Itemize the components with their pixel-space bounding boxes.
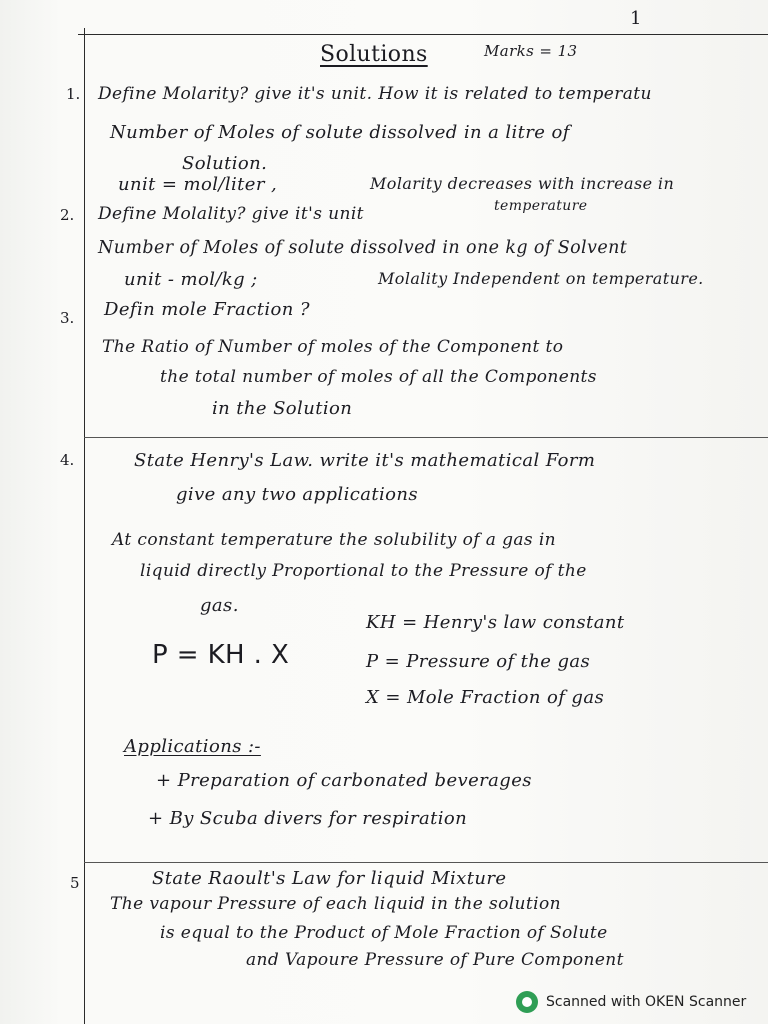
answer-line: in the Solution — [212, 398, 353, 419]
page-number: 1 — [630, 8, 642, 29]
answer-line: Number of Moles of solute dissolved in one kg of Solvent — [98, 238, 628, 258]
henry-formula: P = KH . X — [152, 640, 290, 670]
unit-text: unit - mol/kg ; — [124, 269, 258, 290]
answer-line: gas. — [200, 595, 239, 616]
answer-line: At constant temperature the solubility of a gas in — [112, 530, 557, 550]
formula-legend: P = Pressure of the gas — [366, 651, 591, 672]
question-number: 2. — [60, 206, 75, 224]
question-text: State Henry's Law. write it's mathematical Form — [134, 450, 596, 471]
question-number: 1. — [66, 85, 81, 103]
question-text: Defin mole Fraction ? — [104, 299, 310, 320]
application-item: + By Scuba divers for respiration — [148, 808, 468, 829]
answer-line: The Ratio of Number of moles of the Component to — [102, 337, 564, 357]
answer-line: the total number of moles of all the Components — [160, 367, 597, 387]
answer-line: temperature — [494, 198, 588, 214]
margin-rule — [84, 28, 85, 1024]
unit-text: unit = mol/liter , — [118, 174, 278, 195]
question-text: give any two applications — [176, 484, 418, 505]
answer-line: The vapour Pressure of each liquid in the solution — [110, 894, 561, 914]
scanner-text: Scanned with OKEN Scanner — [546, 994, 747, 1010]
question-text: State Raoult's Law for liquid Mixture — [152, 868, 507, 889]
answer-line: liquid directly Proportional to the Pressure of the — [140, 561, 587, 581]
question-text: Define Molality? give it's unit — [98, 204, 364, 224]
ruled-line — [84, 862, 768, 863]
question-text: Define Molarity? give it's unit. How it is related to temperatu — [98, 84, 652, 104]
answer-line: Number of Moles of solute dissolved in a litre of — [110, 122, 570, 143]
question-number: 3. — [60, 309, 75, 327]
top-rule — [78, 34, 768, 35]
answer-line: Molality Independent on temperature. — [378, 269, 704, 288]
answer-line: Molarity decreases with increase in — [370, 174, 675, 193]
scanner-watermark — [516, 991, 746, 1013]
question-number: 5 — [70, 874, 80, 892]
question-number: 4. — [60, 451, 75, 469]
formula-legend: KH = Henry's law constant — [366, 612, 625, 633]
marks-label: Marks = 13 — [484, 42, 578, 60]
applications-heading: Applications :- — [124, 736, 261, 757]
answer-line: Solution. — [182, 153, 268, 174]
page-title: Solutions — [320, 42, 428, 67]
application-item: + Preparation of carbonated beverages — [156, 770, 532, 791]
formula-legend: X = Mole Fraction of gas — [366, 687, 605, 708]
ruled-line — [84, 437, 768, 438]
scanner-logo-icon — [516, 991, 538, 1013]
answer-line: is equal to the Product of Mole Fraction of Solute — [160, 923, 608, 943]
answer-line: and Vapoure Pressure of Pure Component — [246, 950, 624, 970]
